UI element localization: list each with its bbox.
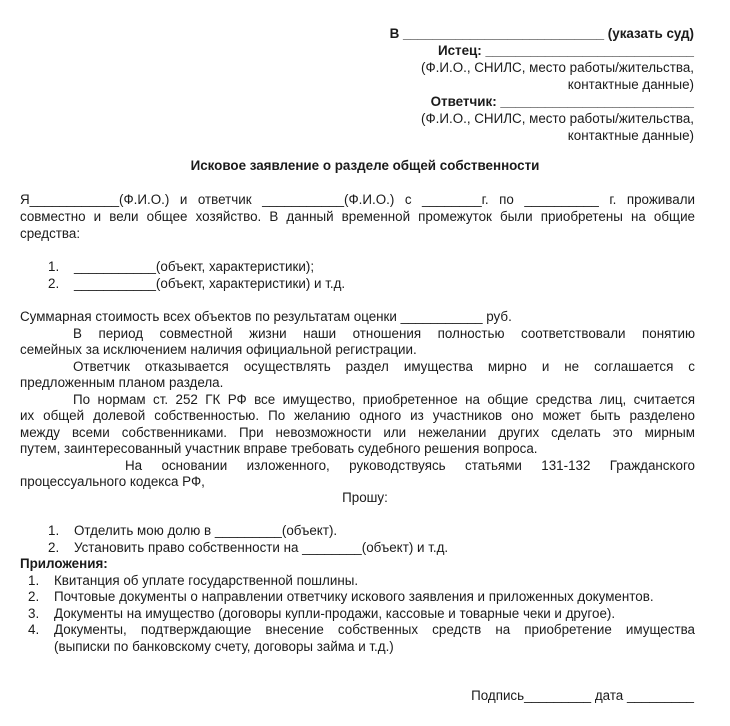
paragraph-4-line-2: процессуального кодекса РФ, [20,474,205,489]
attachment-item: Документы на имущество (договоры купли-продажи, кассовые и товарные чеки и другое). [54,606,616,621]
plaintiff-line: Истец: ____________________________ [437,43,694,58]
defendant-details-1: (Ф.И.О., СНИЛС, место работы/жительства, [420,111,694,126]
request-heading: Прошу: [342,490,388,505]
court-line: В ___________________________ (указать суд) [389,26,694,41]
paragraph-2-line-2: предложенным планом раздела. [20,375,224,390]
paragraph-1-line-1: В период совместной жизни наши отношения полностью соответствовали понятию [73,326,695,341]
request-number: 1. [48,523,60,538]
paragraph-3-line-1: По нормам ст. 252 ГК РФ все имущество, приобретенное на общие средства лиц, считается [73,392,695,407]
paragraph-3-line-4: путем, заинтересованный участник вправе требовать судебного решения вопроса. [20,441,538,456]
paragraph-2-line-1: Ответчик отказывается осуществлять раздел имущества мирно и не соглашается с [73,359,695,374]
intro-line-1: Я____________(Ф.И.О.) и ответчик ___________(Ф.И.О.) с ________г. по __________ г. проживали [20,192,695,207]
attachment-item-continuation: (выписки по банковскому счету, договоры займа и т.д.) [54,639,394,654]
attachments-heading: Приложения: [20,556,108,571]
total-value-line: Суммарная стоимость всех объектов по результатам оценки ___________ руб. [20,309,512,324]
object-number: 2. [48,276,60,291]
intro-line-3: средства: [20,226,81,241]
attachment-item: Почтовые документы о направлении ответчику искового заявления и приложенных документов. [54,589,654,604]
object-number: 1. [48,259,60,274]
attachment-item: Квитанция об уплате государственной пошлины. [54,573,359,588]
signature-date-line: Подпись_________ дата _________ [471,688,694,703]
request-item: Установить право собственности на ________(объект) и т.д. [74,540,449,555]
attachment-number: 4. [28,622,40,637]
plaintiff-details-1: (Ф.И.О., СНИЛС, место работы/жительства, [420,60,694,75]
document-title: Исковое заявление о разделе общей собственности [190,158,540,173]
intro-line-2: совместно и вели общее хозяйство. В данный временной промежуток были приобретены на общие [20,209,695,224]
object-item: ___________(объект, характеристики) и т.д. [74,276,346,291]
plaintiff-details-2: контактные данные) [567,77,694,92]
paragraph-3-line-3: между всеми собственниками. При невозможности или нежелании других сделать это мирным [20,425,695,440]
attachment-number: 3. [28,606,40,621]
attachment-item: Документы, подтверждающие внесение собственных средств на приобретение имущества [54,622,695,637]
defendant-details-2: контактные данные) [567,128,694,143]
attachment-number: 1. [28,573,40,588]
request-item: Отделить мою долю в _________(объект). [74,523,338,538]
defendant-line: Ответчик: __________________________ [430,94,694,109]
object-item: ___________(объект, характеристики); [74,259,315,274]
request-number: 2. [48,540,60,555]
attachment-number: 2. [28,589,40,604]
paragraph-4-line-1: На основании изложенного, руководствуясь статьями 131-132 Гражданского [125,458,695,473]
paragraph-3-line-2: их общей долевой собственностью. По желанию одного из участников оно может быть разделено [20,408,695,423]
paragraph-1-line-2: семейных за исключением наличия официальной регистрации. [20,342,417,357]
